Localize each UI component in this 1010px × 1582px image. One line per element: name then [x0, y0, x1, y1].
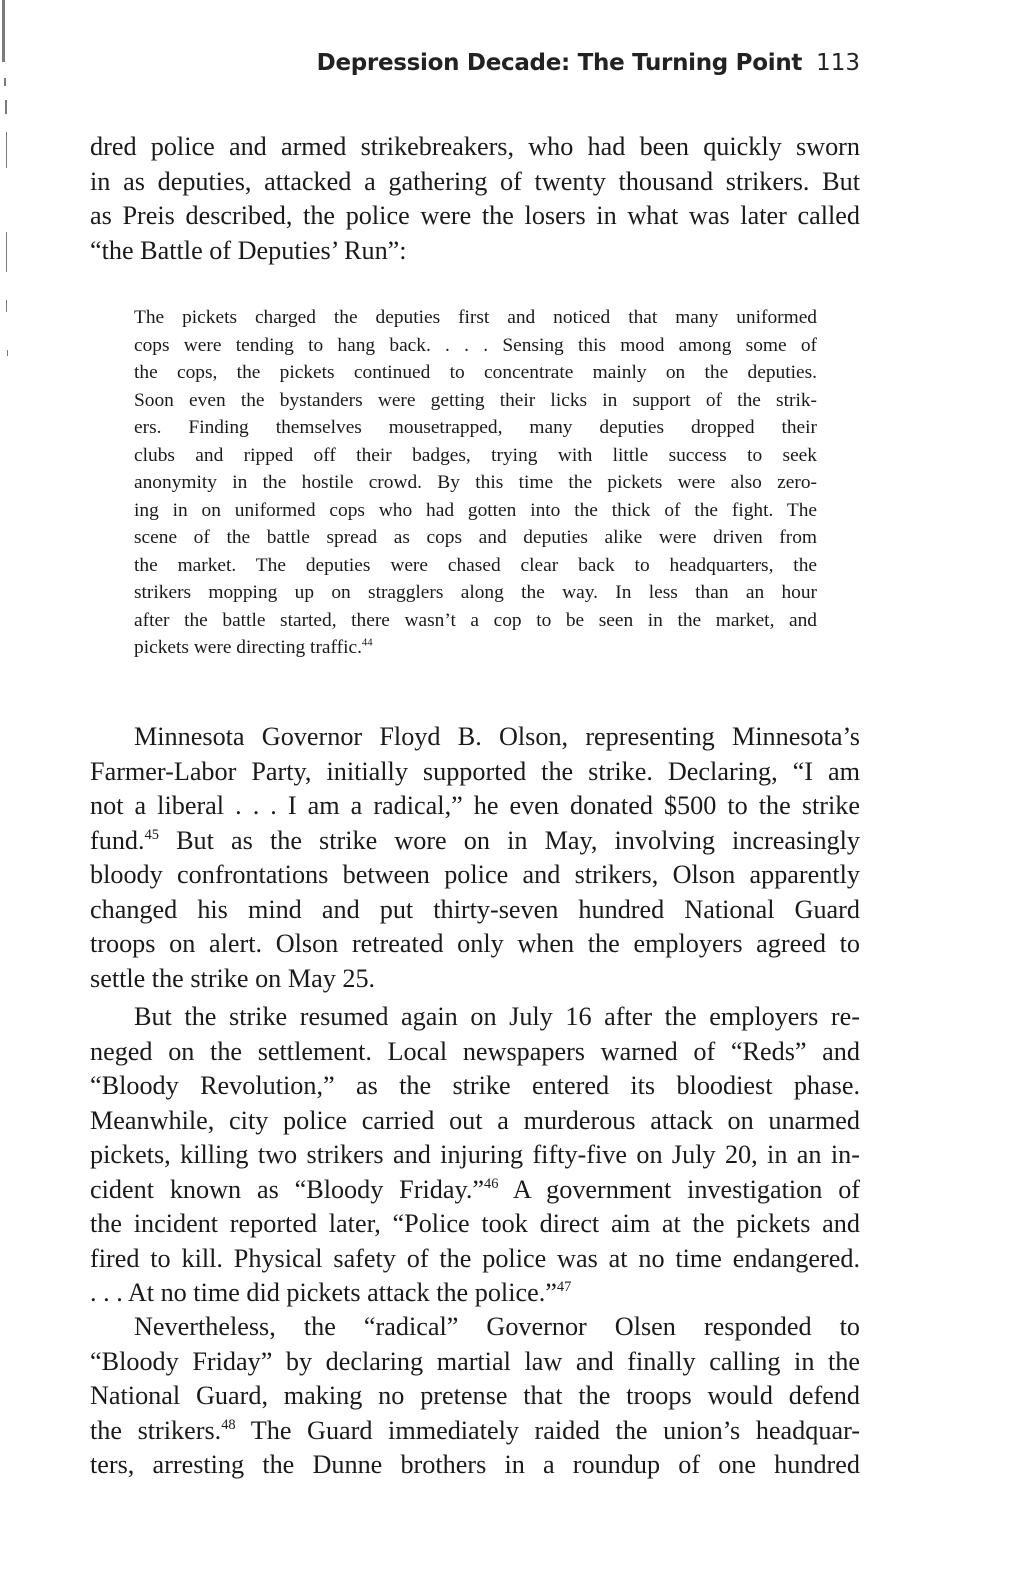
text-line: neged on the settlement. Local newspapers warned of “Reds” and [90, 1036, 860, 1066]
footnote-ref: 45 [144, 826, 159, 843]
text-line: settle the strike on May 25. [90, 963, 376, 993]
text-fragment: A government investigation of [512, 1174, 861, 1204]
text-line: dred police and armed strikebreakers, who had been quickly sworn [90, 132, 860, 161]
text-fragment: But as the strike wore on in May, involving increasingly [176, 825, 860, 855]
text-line: National Guard, making no pretense that the troops would defend [90, 1381, 860, 1410]
page-number: 113 [816, 50, 860, 76]
quote-line-last [134, 634, 817, 662]
text-line-with-note [90, 1414, 860, 1449]
quote-line-text: pickets were directing traffic. [134, 637, 362, 658]
text-line-with-note [90, 824, 860, 859]
quote-line: cops were tending to hang back. . . . Sensing this mood among some of [134, 334, 817, 356]
text-line: troops on alert. Olson retreated only when the employers agreed to [90, 929, 860, 958]
text-fragment: fund. [90, 825, 145, 855]
footnote-ref: 47 [556, 1278, 572, 1295]
text-line: But the strike resumed again on July 16 after the employers re- [134, 1002, 860, 1031]
quote-line: after the battle started, there wasn’t a cop to be seen in the market, and [134, 609, 817, 631]
text-line: as Preis described, the police were the losers in what was later called [90, 201, 860, 230]
text-line: changed his mind and put thirty-seven hundred National Guard [90, 894, 860, 924]
text-line: Nevertheless, the “radical” Governor Olsen responded to [134, 1312, 860, 1341]
text-line-with-note [90, 1276, 860, 1311]
paragraph-intro [90, 130, 860, 268]
block-quote [134, 304, 817, 662]
text-line: the incident reported later, “Police took direct aim at the pickets and [90, 1209, 860, 1238]
text-line: “Bloody Friday” by declaring martial law and finally calling in the [90, 1346, 860, 1376]
quote-line: Soon even the bystanders were getting their licks in support of the strik- [134, 389, 817, 411]
footnote-ref: 44 [361, 636, 373, 649]
text-line: fired to kill. Physical safety of the police was at no time endangered. [90, 1243, 860, 1273]
text-line: not a liberal . . . I am a radical,” he even donated $500 to the strike [90, 791, 860, 820]
text-line: Meanwhile, city police carried out a murderous attack on unarmed [90, 1105, 860, 1135]
text-fragment: . . . At no time did pickets attack the police.” [90, 1278, 557, 1307]
text-line: “Bloody Revolution,” as the strike entered its bloodiest phase. [90, 1071, 860, 1100]
quote-line: clubs and ripped off their badges, trying with little success to seek [134, 444, 817, 466]
quote-line: the cops, the pickets continued to concentrate mainly on the deputies. [134, 362, 817, 383]
text-fragment: The Guard immediately raided the union’s headquar- [250, 1415, 860, 1445]
footnote-ref: 48 [221, 1416, 236, 1433]
text-line-with-note [90, 1173, 860, 1208]
quote-line: ing in on uniformed cops who had gotten into the thick of the fight. The [134, 499, 817, 521]
paragraph-nevertheless [90, 1310, 860, 1483]
text-line: Minnesota Governor Floyd B. Olson, representing Minnesota’s [134, 722, 860, 751]
quote-line: anonymity in the hostile crowd. By this time the pickets were also zero- [134, 472, 817, 493]
quote-line: The pickets charged the deputies first and noticed that many uniformed [134, 307, 817, 328]
text-line: bloody confrontations between police and strikers, Olson apparently [90, 860, 860, 889]
text-fragment: the strikers. [90, 1415, 222, 1445]
paragraph-july [90, 1000, 860, 1311]
running-header [90, 50, 860, 76]
quote-line: the market. The deputies were chased clear back to headquarters, the [134, 554, 817, 576]
text-line: “the Battle of Deputies’ Run”: [90, 235, 407, 265]
scan-edge-artifact [0, 0, 14, 520]
text-fragment: cident known as “Bloody Friday.” [90, 1174, 485, 1204]
chapter-title: Depression Decade: The Turning Point [316, 50, 803, 76]
text-line: pickets, killing two strikers and injuring fifty-five on July 20, in an in- [90, 1140, 860, 1169]
text-line: ters, arresting the Dunne brothers in a roundup of one hundred [90, 1450, 860, 1479]
footnote-ref: 46 [484, 1175, 499, 1192]
text-line: in as deputies, attacked a gathering of twenty thousand strikers. But [90, 166, 860, 196]
quote-line: ers. Finding themselves mousetrapped, many deputies dropped their [134, 417, 817, 438]
text-line: Farmer-Labor Party, initially supported the strike. Declaring, “I am [90, 756, 860, 786]
paragraph-olson [90, 720, 860, 996]
quote-line: strikers mopping up on stragglers along the way. In less than an hour [134, 582, 817, 603]
quote-line: scene of the battle spread as cops and deputies alike were driven from [134, 527, 817, 548]
